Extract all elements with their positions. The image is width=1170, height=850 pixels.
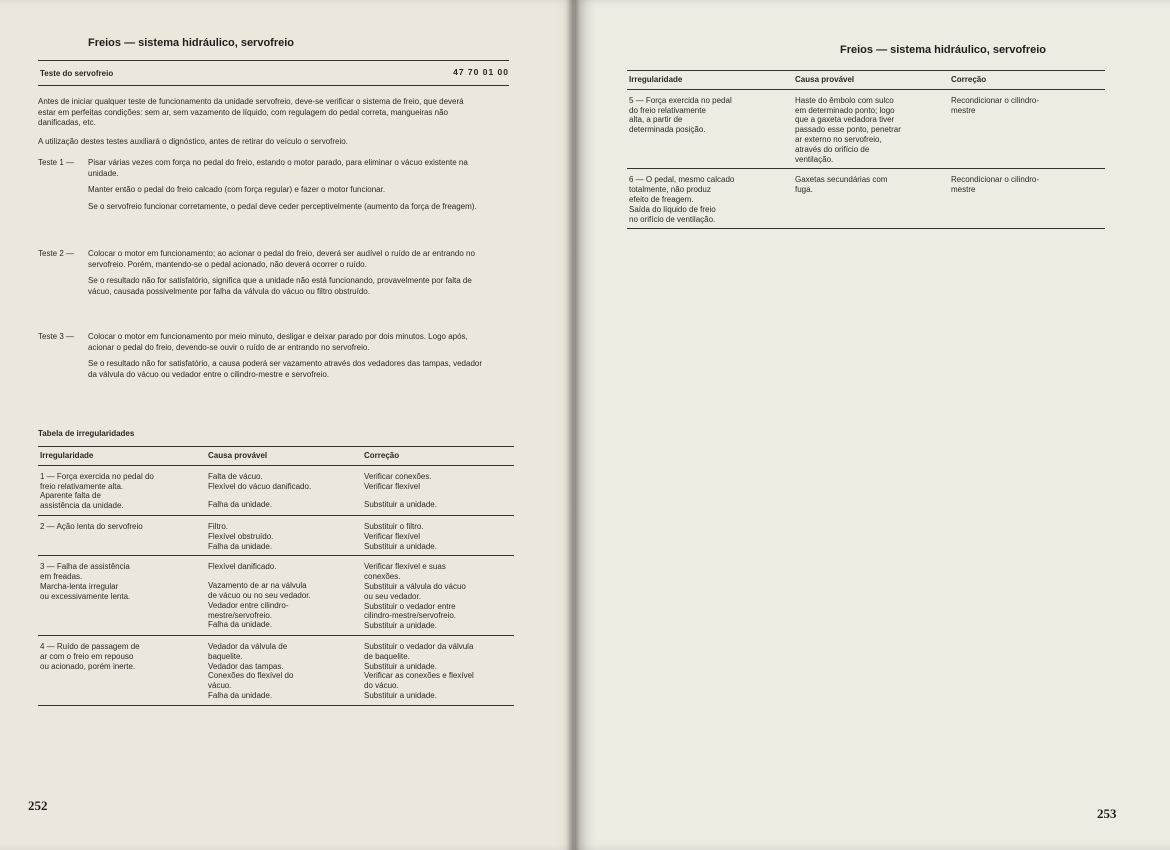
cell-text: Substituir a unidade. [364, 541, 437, 551]
cell-text: Vedador da válvula de [208, 641, 288, 651]
column-header-irregularidade: Irregularidade [629, 75, 683, 84]
table-row [38, 556, 514, 636]
cell-text: Falha da unidade. [208, 500, 273, 510]
test-3 [38, 332, 488, 380]
cell-text: Marcha-lenta irregular [40, 581, 119, 591]
cell-text [208, 491, 360, 500]
irregularities-table [38, 446, 514, 706]
table-cell-irregularidade [38, 556, 206, 636]
cell-text: ou acionado, porém inerte. [40, 661, 136, 671]
cell-text: Flexível do vácuo danificado. [208, 481, 312, 491]
table-cell-correcao [362, 465, 514, 515]
test-paragraph: Se o resultado não for satisfatório, a causa poderá ser vazamento através dos vedadores das tampas, vedador da válvula do vácuo ou vedador entre o cilindro-mestre e servofreio. [88, 359, 483, 379]
test-1 [38, 158, 488, 212]
cell-text: Substituir a unidade. [364, 661, 437, 671]
cell-text: passado esse ponto, penetrar [795, 125, 901, 135]
test-label: Teste 1 — [38, 158, 75, 167]
cell-text: do vácuo. [364, 681, 399, 691]
table-body [38, 465, 514, 705]
cell-text: Verificar flexível [364, 481, 421, 491]
cell-text: mestre [951, 105, 976, 115]
cell-text: ventilação. [795, 154, 834, 164]
cell-text: Recondicionar o cilindro- [951, 95, 1040, 105]
test-paragraph: Colocar o motor em funcionamento por meio minuto, desligar e deixar parado por dois minutos. Logo após, acionar o pedal do freio, devendo-se ouvir o ruído de ar entrando no servofreio. [88, 332, 468, 352]
test-paragraph: Manter então o pedal do freio calcado (com força regular) e fazer o motor funcionar. [88, 185, 386, 194]
column-header-irregularidade: Irregularidade [40, 451, 94, 460]
running-head-left: Freios — sistema hidráulico, servofreio [88, 37, 295, 49]
cell-text: Substituir a unidade. [364, 500, 437, 510]
cell-text: no orifício de ventilação. [629, 214, 716, 224]
test-label: Teste 3 — [38, 332, 75, 341]
table-row [627, 169, 1105, 229]
cell-text: mestre/servofreio. [208, 610, 273, 620]
test-paragraph: Pisar várias vezes com força no pedal do freio, estando o motor parado, para eliminar o vácuo existente na unidade. [88, 158, 468, 178]
cell-text: ar externo no servofreio, [795, 134, 882, 144]
table-cell-causa [206, 635, 362, 705]
cell-text: Substituir a unidade. [364, 621, 437, 631]
column-header-correcao: Correção [364, 451, 400, 460]
page-number-left: 252 [28, 798, 48, 813]
cell-text: conexões. [364, 572, 401, 582]
table-cell-irregularidade [38, 515, 206, 555]
table-row [38, 635, 514, 705]
table-cell-correcao [949, 169, 1105, 229]
intro-paragraph-2: A utilização destes testes auxiliará o dignóstico, antes de retirar do veículo o servofreio. [38, 137, 348, 146]
cell-text: Verificar conexões. [364, 471, 432, 481]
table-cell-correcao [949, 89, 1105, 169]
cell-text [364, 491, 512, 500]
cell-text: Falha da unidade. [208, 620, 273, 630]
column-header-causa: Causa provável [208, 451, 268, 460]
running-head-right: Freios — sistema hidráulico, servofreio [840, 44, 1047, 56]
column-header-causa: Causa provável [795, 75, 855, 84]
cell-text: Recondicionar o cilindro- [951, 175, 1040, 185]
cell-text: Substituir o vedador entre [364, 601, 456, 611]
book-gutter [566, 0, 580, 850]
cell-text [208, 572, 360, 581]
table-body [627, 89, 1105, 229]
cell-text: vácuo. [208, 681, 232, 691]
cell-text: Falta de vácuo. [208, 471, 263, 481]
cell-text: totalmente, não produz [629, 185, 711, 195]
cell-text: 3 — Falha de assistência [40, 562, 130, 572]
cell-text: Vedador das tampas. [208, 661, 284, 671]
test-label: Teste 2 — [38, 249, 75, 258]
cell-text: ou excessivamente lenta. [40, 591, 131, 601]
table-row [38, 515, 514, 555]
cell-text: Haste do êmbolo com sulco [795, 95, 894, 105]
cell-text: 1 — Força exercida no pedal do [40, 471, 154, 481]
cell-text: Aparente falta de [40, 491, 101, 501]
cell-text: ar com o freio em repouso [40, 651, 134, 661]
cell-text: alta, a partir de [629, 115, 683, 125]
cell-text: determinada posição. [629, 125, 706, 135]
table-cell-irregularidade [38, 635, 206, 705]
cell-text: através do orifício de [795, 144, 870, 154]
table-cell-causa [206, 465, 362, 515]
table-cell-irregularidade [627, 89, 793, 169]
table-header-row [627, 71, 1105, 90]
table-title: Tabela de irregularidades [38, 429, 135, 438]
table-row [627, 89, 1105, 169]
table-cell-correcao [362, 635, 514, 705]
cell-text: Conexões do flexível do [208, 671, 294, 681]
irregularities-table-continued [627, 70, 1105, 229]
cell-text: Vazamento de ar na válvula [208, 581, 307, 591]
table-row [38, 465, 514, 515]
column-header-correcao: Correção [951, 75, 987, 84]
test-paragraph: Se o servofreio funcionar corretamente, o pedal deve ceder perceptivelmente (aumento da força de freagem). [88, 201, 477, 211]
cell-text: 6 — O pedal, mesmo calcado [629, 175, 735, 185]
cell-text: Substituir a unidade. [364, 690, 437, 700]
cell-text: do freio relativamente [629, 105, 706, 115]
cell-text: de baquelite. [364, 651, 410, 661]
cell-text: 4 — Ruído de passagem de [40, 641, 140, 651]
cell-text: Substituir o vedador da válvula [364, 641, 474, 651]
cell-text: efeito de freagem. [629, 194, 694, 204]
cell-text: freio relativamente alta. [40, 481, 124, 491]
intro-paragraph-1: Antes de iniciar qualquer teste de funcionamento da unidade servofreio, deve-se verificar o sistema de freio, que deverá estar em perfeitas condições: sem ar, sem vazamento de líquido, com regulagem do pedal correta, mangueiras não danificadas, etc. [38, 97, 464, 127]
cell-text: Vedador entre cilindro- [208, 600, 289, 610]
section-code: 47 70 01 00 [453, 67, 509, 77]
cell-text: Gaxetas secundárias com [795, 175, 888, 185]
cell-text: 2 — Ação lenta do servofreio [40, 521, 143, 531]
cell-text: Saída do líquido de freio [629, 204, 716, 214]
table-cell-causa [206, 515, 362, 555]
section-title: Teste do servofreio [40, 69, 114, 78]
table-cell-causa [793, 89, 949, 169]
cell-text: mestre [951, 185, 976, 195]
test-2 [38, 249, 488, 297]
table-cell-causa [793, 169, 949, 229]
cell-text: Flexível danificado. [208, 562, 277, 572]
table-cell-causa [206, 556, 362, 636]
cell-text: baquelite. [208, 651, 243, 661]
table-header-row [38, 447, 514, 466]
page-number-right: 253 [1097, 806, 1117, 821]
cell-text: Verificar flexível e suas [364, 562, 446, 572]
cell-text: Falha da unidade. [208, 690, 273, 700]
cell-text: fuga. [795, 185, 813, 195]
cell-text: Substituir o filtro. [364, 521, 424, 531]
cell-text: em determinado ponto; logo [795, 105, 895, 115]
cell-text: Verificar flexível [364, 531, 421, 541]
section-header [38, 60, 509, 86]
table-cell-correcao [362, 515, 514, 555]
cell-text: Falha da unidade. [208, 541, 273, 551]
cell-text: cilindro-mestre/servofreio. [364, 611, 457, 621]
table-cell-irregularidade [38, 465, 206, 515]
test-paragraph: Colocar o motor em funcionamento; ao acionar o pedal do freio, deverá ser audível o ruído de ar entrando no servofreio. Porém, mantendo-se o pedal acionado, não deverá ocorrer o ruído. [88, 249, 475, 269]
table-cell-irregularidade [627, 169, 793, 229]
cell-text: Substituir a válvula do vácuo [364, 581, 466, 591]
cell-text: 5 — Força exercida no pedal [629, 95, 732, 105]
table-cell-correcao [362, 556, 514, 636]
cell-text: Flexível obstruído. [208, 531, 274, 541]
cell-text: ou seu vedador. [364, 591, 421, 601]
cell-text: assistência da unidade. [40, 501, 124, 511]
cell-text: em freadas. [40, 572, 83, 582]
cell-text: Filtro. [208, 521, 228, 531]
cell-text: Verificar as conexões e flexível [364, 671, 474, 681]
test-paragraph: Se o resultado não for satisfatório, significa que a unidade não está funcionando, provavelmente por falta de vácuo, causada possivelmente por falha da válvula do vácuo ou filtro obstruído. [88, 276, 472, 296]
cell-text: de vácuo ou no seu vedador. [208, 590, 311, 600]
page-252 [0, 0, 575, 850]
cell-text: que a gaxeta vedadora tiver [795, 115, 895, 125]
